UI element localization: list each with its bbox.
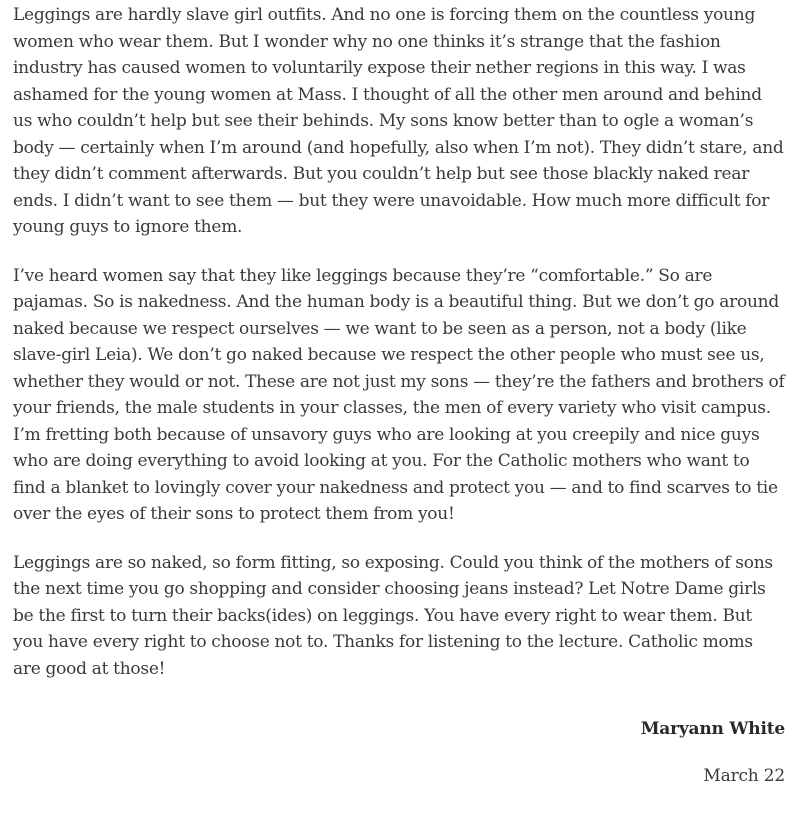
article-paragraph-2: I’ve heard women say that they like leggings because they’re “comfortable.” So are pajamas. So is nakedness. And the human body is a beautiful thing. But we don’t go around naked because we respect ourselves — we want to be seen as a person, not a body (like slave-girl Leia). We don’t go naked because we respect the other people who must see us, whether they would or not. These are not just my sons — they’re the fathers and brothers of your friends, the male students in your classes, the men of every variety who visit campus. I’m fretting both because of unsavory guys who are looking at you creepily and nice guys who are doing everything to avoid looking at you. For the Catholic mothers who want to find a blanket to lovingly cover your nakedness and protect you — and to find scarves to tie over the eyes of their sons to protect them from you!: [13, 265, 785, 524]
publish-date: March 22: [703, 765, 785, 786]
article-paragraph-3: Leggings are so naked, so form fitting, so exposing. Could you think of the mothers of sons the next time you go shopping and consider choosing jeans instead? Let Notre Dame girls be the first to turn their backs(ides) on leggings. You have every right to wear them. But you have every right to choose not to. Thanks for listening to the lecture. Catholic moms are good at those!: [13, 552, 773, 679]
author-signature: Maryann White: [640, 719, 785, 739]
article-paragraph-1: Leggings are hardly slave girl outfits. And no one is forcing them on the countless young women who wear them. But I wonder why no one thinks it’s strange that the fashion industry has caused women to voluntarily expose their nether regions in this way. I was ashamed for the young women at Mass. I thought of all the other men around and behind us who couldn’t help but see their behinds. My sons know better than to ogle a woman’s body — certainly when I’m around (and hopefully, also when I’m not). They didn’t stare, and they didn’t comment afterwards. But you couldn’t help but see those blackly naked rear ends. I didn’t want to see them — but they were unavoidable. How much more difficult for young guys to ignore them.: [13, 5, 784, 237]
